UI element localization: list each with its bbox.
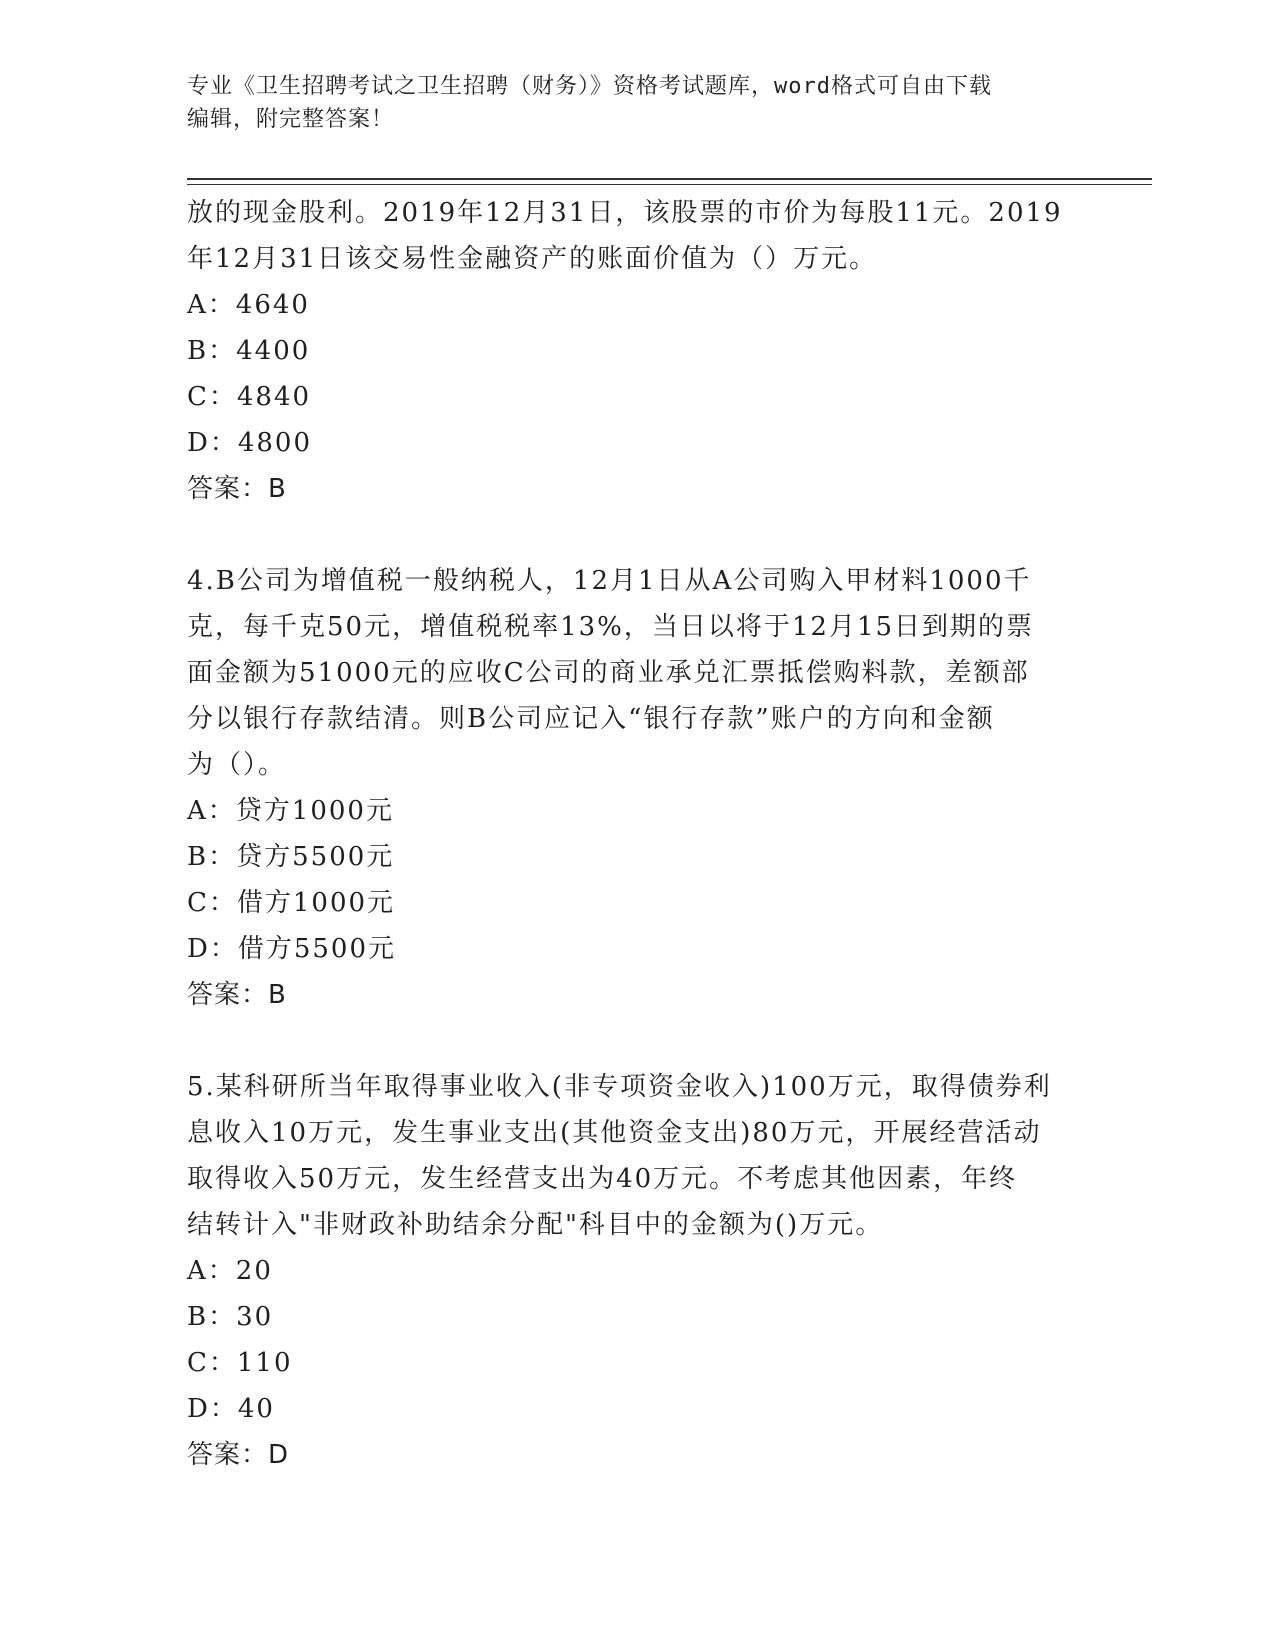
question-continuation [187, 190, 1087, 512]
question-stem-line: 为（）。 [187, 750, 287, 780]
header-divider [187, 178, 1152, 180]
option-c: C：借方1000元 [187, 888, 396, 918]
question-stem-line: 面金额为51000元的应收C公司的商业承兑汇票抵偿购料款，差额部 [187, 658, 1030, 688]
option-b: B：4400 [187, 336, 311, 366]
answer-line: 答案：D [187, 1440, 290, 1470]
question-stem-line: 分以银行存款结清。则B公司应记入“银行存款”账户的方向和金额 [187, 704, 995, 734]
page-header [187, 70, 1087, 136]
option-a: A：4640 [187, 290, 310, 320]
header-line-2: 编辑，附完整答案！ [187, 107, 395, 132]
question-stem-line: 4.B公司为增值税一般纳税人，12月1日从A公司购入甲材料1000千 [187, 566, 1032, 596]
answer-line: 答案：B [187, 980, 287, 1010]
question-stem-line: 放的现金股利。2019年12月31日，该股票的市价为每股11元。2019 [187, 198, 1063, 228]
option-a: A：贷方1000元 [187, 796, 394, 826]
option-d: D：40 [187, 1394, 275, 1424]
question-5 [187, 1064, 1087, 1478]
question-stem-line: 年12月31日该交易性金融资产的账面价值为（）万元。 [187, 244, 878, 274]
answer-line: 答案：B [187, 474, 287, 504]
question-stem-line: 克，每千克50元，增值税税率13%，当日以将于12月15日到期的票 [187, 612, 1035, 642]
question-stem-line: 结转计入"非财政补助结余分配"科目中的金额为()万元。 [187, 1210, 884, 1240]
question-stem-line: 取得收入50万元，发生经营支出为40万元。不考虑其他因素，年终 [187, 1164, 1018, 1194]
option-c: C：110 [187, 1348, 293, 1378]
option-c: C：4840 [187, 382, 312, 412]
document-body [187, 190, 1087, 1478]
option-a: A：20 [187, 1256, 273, 1286]
question-stem-line: 息收入10万元，发生事业支出(其他资金支出)80万元，开展经营活动 [187, 1118, 1042, 1148]
option-b: B：30 [187, 1302, 274, 1332]
option-d: D：4800 [187, 428, 313, 458]
option-d: D：借方5500元 [187, 934, 397, 964]
option-b: B：贷方5500元 [187, 842, 395, 872]
question-stem-line: 5.某科研所当年取得事业收入(非专项资金收入)100万元，取得债券利 [187, 1072, 1052, 1102]
header-divider-thin [187, 184, 1152, 185]
question-4 [187, 558, 1087, 1018]
header-line-1: 专业《卫生招聘考试之卫生招聘（财务）》资格考试题库，word格式可自由下载 [187, 74, 992, 99]
